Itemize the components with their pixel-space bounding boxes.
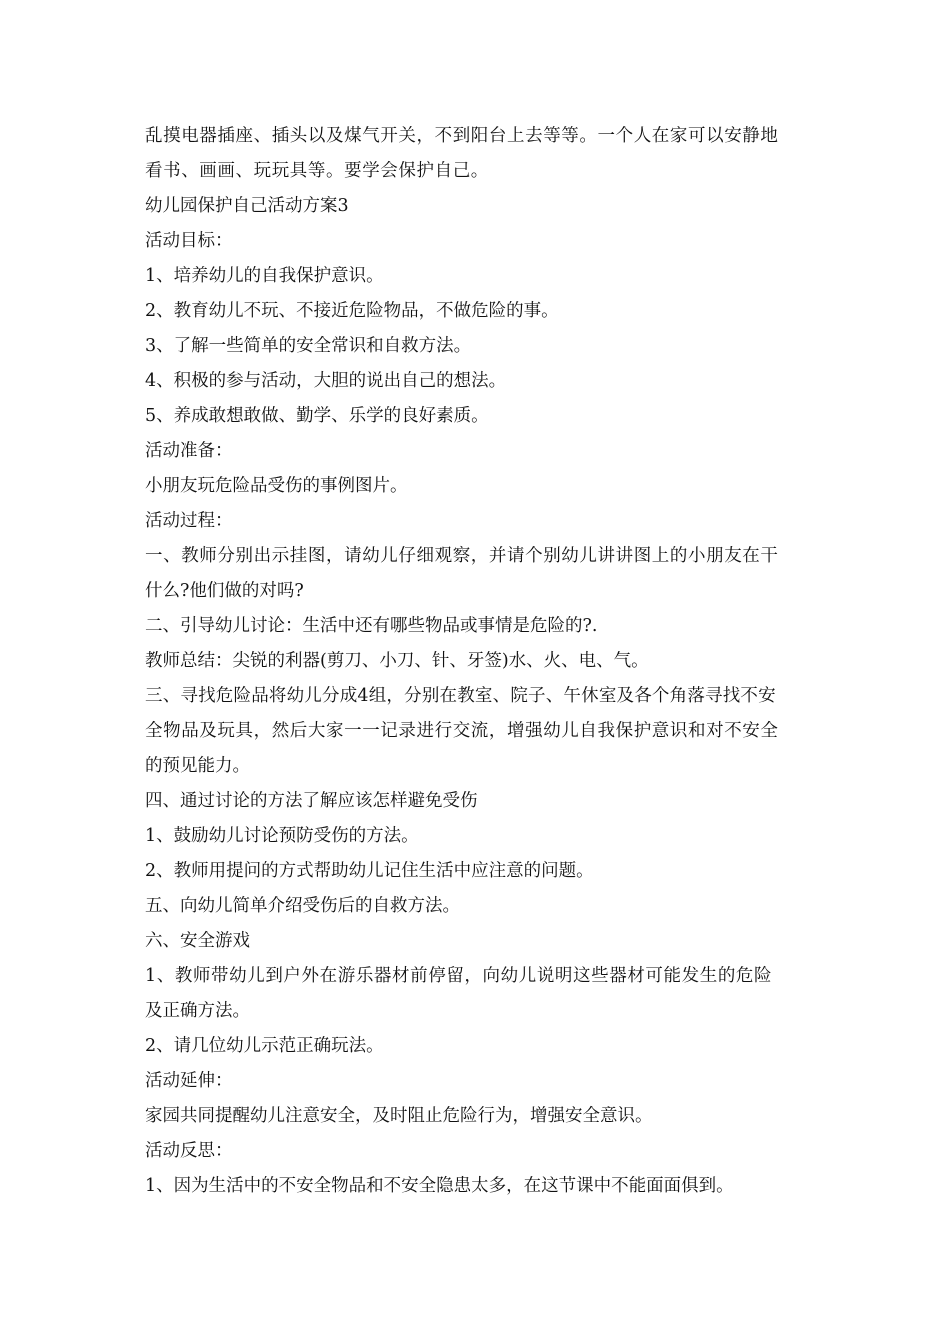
list-item: 1、教师带幼儿到户外在游乐器材前停留，向幼儿说明这些器材可能发生的危险 <box>145 966 773 986</box>
section-title: 幼儿园保护自己活动方案3 <box>145 196 349 216</box>
list-item: 1、因为生活中的不安全物品和不安全隐患太多，在这节课中不能面面俱到。 <box>145 1176 734 1196</box>
text-line: 小朋友玩危险品受伤的事例图片。 <box>145 476 408 496</box>
heading-preparation: 活动准备： <box>145 441 233 461</box>
text-line: 看书、画画、玩玩具等。要学会保护自己。 <box>145 161 489 181</box>
text-line: 全物品及玩具，然后大家一一记录进行交流，增强幼儿自我保护意识和对不安全 <box>145 721 779 741</box>
text-line: 家园共同提醒幼儿注意安全，及时阻止危险行为，增强安全意识。 <box>145 1106 653 1126</box>
text-line: 及正确方法。 <box>145 1001 250 1021</box>
text-line: 三、寻找危险品将幼儿分成4组，分别在教室、院子、午休室及各个角落寻找不安 <box>145 686 776 706</box>
text-line: 教师总结：尖锐的利器(剪刀、小刀、针、牙签)水、火、电、气。 <box>145 651 649 671</box>
list-item: 1、鼓励幼儿讨论预防受伤的方法。 <box>145 826 419 846</box>
heading-process: 活动过程： <box>145 511 233 531</box>
text-line: 乱摸电器插座、插头以及煤气开关，不到阳台上去等等。一个人在家可以安静地 <box>145 126 779 146</box>
text-line: 什么?他们做的对吗? <box>145 581 304 601</box>
heading-reflection: 活动反思： <box>145 1141 233 1161</box>
heading-extension: 活动延伸： <box>145 1071 233 1091</box>
text-line: 五、向幼儿简单介绍受伤后的自救方法。 <box>145 896 460 916</box>
document-body <box>145 119 815 1204</box>
list-item: 4、积极的参与活动，大胆的说出自己的想法。 <box>145 371 507 391</box>
text-line: 的预见能力。 <box>145 756 250 776</box>
heading-objectives: 活动目标： <box>145 231 233 251</box>
list-item: 3、了解一些简单的安全常识和自救方法。 <box>145 336 472 356</box>
list-item: 5、养成敢想敢做、勤学、乐学的良好素质。 <box>145 406 489 426</box>
list-item: 1、培养幼儿的自我保护意识。 <box>145 266 384 286</box>
text-line: 二、引导幼儿讨论：生活中还有哪些物品或事情是危险的?. <box>145 616 598 636</box>
list-item: 2、教师用提问的方式帮助幼儿记住生活中应注意的问题。 <box>145 861 594 881</box>
text-line: 一、教师分别出示挂图，请幼儿仔细观察，并请个别幼儿讲讲图上的小朋友在干 <box>145 546 779 566</box>
list-item: 2、教育幼儿不玩、不接近危险物品，不做危险的事。 <box>145 301 559 321</box>
list-item: 2、请几位幼儿示范正确玩法。 <box>145 1036 384 1056</box>
text-line: 四、通过讨论的方法了解应该怎样避免受伤 <box>145 791 478 811</box>
text-line: 六、安全游戏 <box>145 931 250 951</box>
